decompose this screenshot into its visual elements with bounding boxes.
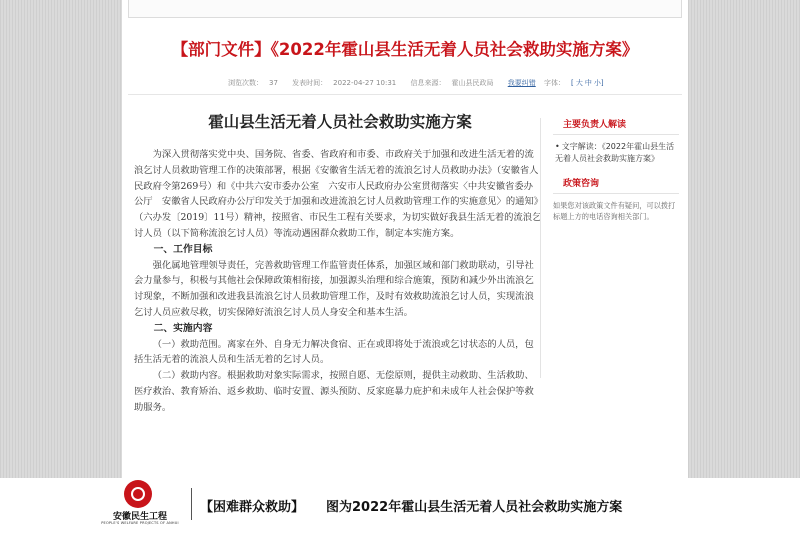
bullet-icon: • [555,142,560,151]
sidebar-divider [553,193,679,194]
font-size-medium[interactable]: 中 [584,79,592,87]
logo-emblem-icon [124,480,152,508]
section-heading-goals: 一、工作目标 [153,243,213,255]
sidebar [540,118,688,378]
document-title: 【部门文件】《2022年霍山县生活无着人员社会救助实施方案》 [171,40,639,59]
logo-text: 安徽民生工程 [112,512,167,522]
intro-paragraph: 为深入贯彻落实党中央、国务院、省委、省政府和市委、市政府关于加强和改进生活无着的流浪乞讨人员救助管理工作的决策部署，根据《安徽省生活无着的流浪乞讨人员救助办法》（安徽省人民政府令第269号）和《中共六安市委办公室 六安市人民政府办公室贯彻落实〈中共安徽省委办公厅 安徽省人民政府办公厅印发关于加强和改进流浪乞讨人员救助管理工作的实施意见〉的通知》（六办发〔2019〕11号）精神，按照省、市民生工程有关要求，为切实做好我县生活无着的流浪乞讨人员（以下简称流浪乞讨人员）等流动遇困群众救助工作，制定本实施方案。 [134,149,542,239]
caption-footer [0,478,800,533]
article-meta [228,78,678,88]
sidebar-heading-interpretation: 主要负责人解读 [563,120,627,130]
report-error-link[interactable]: 我要纠错 [507,79,536,87]
views-label: 浏览次数： 37 [228,79,278,87]
sidebar-consult-text: 如果您对该政策文件有疑问，可以拨打标题上方的电话咨询相关部门。 [553,201,676,221]
section-heading-content: 二、实施内容 [153,322,213,334]
font-size-large[interactable]: [ 大 [570,79,583,87]
article-title: 霍山县生活无着人员社会救助实施方案 [208,112,472,131]
logo-subtext: PEOPLE'S WELFARE PROJECTS OF ANHUI [101,521,179,525]
document-page [122,0,688,478]
sidebar-divider [553,134,679,135]
rescue-content-paragraph: （二）救助内容。根据救助对象实际需求，按照自愿、无偿原则，提供主动救助、生活救助、医疗救治、教育矫治、返乡救助、临时安置、源头预防、反家庭暴力庇护和未成年人社会保护等救助服务。 [134,370,534,413]
caption-text: 图为2022年霍山县生活无着人员社会救助实施方案 [326,500,623,515]
caption-tag: 【困难群众救助】 [200,500,305,515]
article-body [134,147,542,416]
rescue-scope-paragraph: （一）救助范围。离家在外、自身无力解决食宿、正在或即将处于流浪或乞讨状态的人员，包括生活无着的流浪人员和生活无着的乞讨人员。 [134,338,534,366]
left-margin [0,0,122,478]
header-bar [128,0,682,18]
footer-divider [191,488,192,520]
divider-line [128,94,682,95]
anhui-welfare-logo [96,480,184,528]
info-source: 信息来源： 霍山县民政局 [410,79,494,87]
published-time: 发表时间： 2022-04-27 10:31 [292,79,397,87]
sidebar-link-interpretation[interactable]: • 文字解读：《2022年霍山县生活无着人员社会救助实施方案》 [555,142,675,163]
font-size-small[interactable]: 小] [593,79,604,87]
sidebar-heading-consult: 政策咨询 [563,179,600,189]
font-size-label: 字体： [543,79,565,87]
right-margin [688,0,800,478]
goals-paragraph: 强化属地管理领导责任，完善救助管理工作监管责任体系，加强区域和部门救助联动，引导社会力量参与，积极与其他社会保障政策相衔接，加强源头治理和综合施策，预防和减少外出流浪乞讨现象，不断加强和改进我县流浪乞讨人员救助管理工作，及时有效救助流浪乞讨人员，实现流浪乞讨人员应救尽救，切实保障好流浪乞讨人员人身安全和基本生活。 [134,259,534,318]
image-caption [200,496,622,515]
